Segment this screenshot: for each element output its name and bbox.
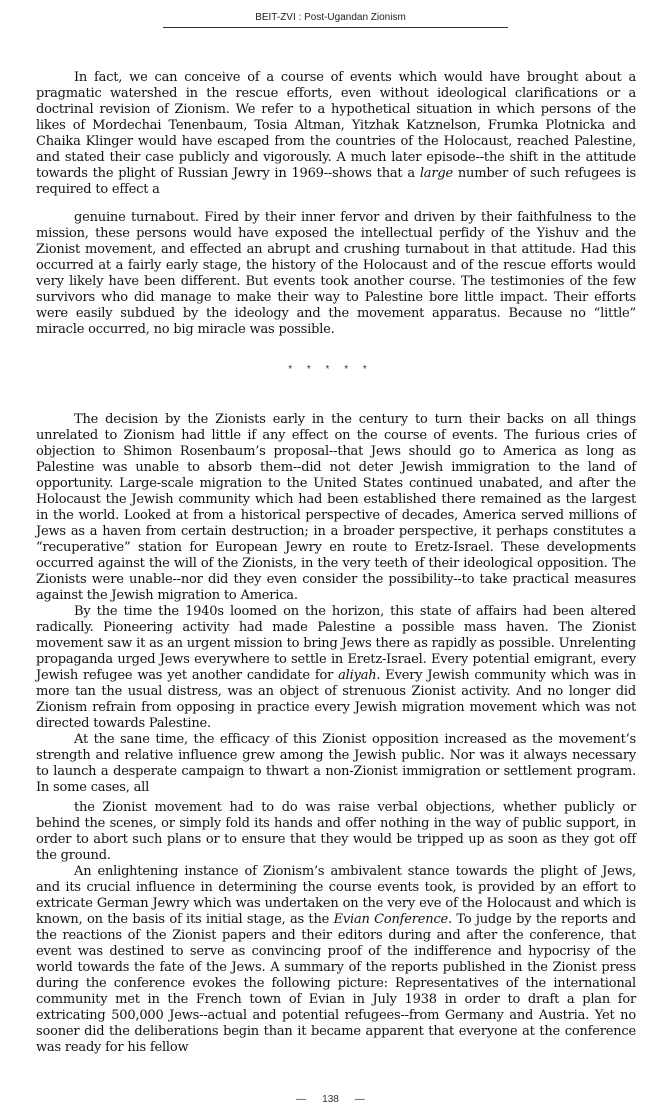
paragraph	[36, 70, 636, 198]
text-block-3	[36, 412, 636, 796]
text-block-1	[36, 70, 636, 198]
header-rule	[163, 27, 508, 28]
section-break: * * * * *	[288, 364, 373, 375]
text-run: . Every Jewish community which was in more tan the usual distress, was an object of strenuous Zionist activity. And no longer did Zionism refrain from opposing in practice every Jewish migration movement which was not directed towards Palestine.	[36, 668, 636, 731]
emphasis: aliyah	[338, 668, 377, 683]
paragraph: genuine turnabout. Fired by their inner fervor and driven by their faithfulness to the mission, these persons would have exposed the intellectual perfidy of the Yishuv and the Zionist movement, and effected an abrupt and crushing turnabout in that attitude. Had this occurred at a fairly early stage, the history of the Holocaust and of the rescue efforts would very likely have been different. But events took another course. The testimonies of the few survivors who did manage to make their way to Palestine bore little impact. Their efforts were easily subdued by the ideology and the movement apparatus. Because no “little” miracle occurred, no big miracle was possible.	[36, 210, 636, 337]
paragraph: The decision by the Zionists early in the century to turn their backs on all things unrelated to Zionism had little if any effect on the course of events. The furious cries of objection to Shimon Rosenbaum’s proposal--that Jews should go to America as long as Palestine was unable to absorb them--did not deter Jewish immigration to the land of opportunity. Large-scale migration to the United States continued unabated, and after the Holocaust the Jewish community which had been established there remained as the largest in the world. Looked at from a historical perspective of decades, America served millions of Jews as a haven from certain destruction; in a broader perspective, it perhaps constitutes a “recuperative” station for European Jewry en route to Eretz-Israel. These developments occurred against the will of the Zionists, in the very teeth of their ideological opposition. The Zionists were unable--nor did they even consider the possibility--to take practical measures against the Jewish migration to America.	[36, 412, 636, 603]
footer-dash-right: —	[354, 1094, 365, 1105]
text-block-4	[36, 800, 636, 1056]
text-run: An enlightening instance of Zionism’s ambivalent stance towards the plight of Jews, and its crucial influence in determining the course events took, is provided by an effort to extricate German Jewry which was undertaken on the very eve of the Holocaust and which is known, on the basis of its initial stage, as the	[36, 864, 636, 927]
page-number: 138	[322, 1094, 339, 1105]
text-run: By the time the 1940s loomed on the horizon, this state of affairs had been altered radically. Pioneering activity had made Palestine a possible mass haven. The Zionist movement saw it as an urgent mission to bring Jews there as rapidly as possible. Unrelenting propaganda urged Jews everywhere to settle in Eretz-Israel. Every potential emigrant, every Jewish refugee was yet another candidate for	[36, 604, 636, 683]
page-footer	[0, 1094, 661, 1105]
text-run: . To judge by the reports and the reactions of the Zionist papers and their editors during and after the conference, that event was destined to serve as convincing proof of the indifference and hypocrisy of the world towards the fate of the Jews. A summary of the reports published in the Zionist press during the conference evokes the following picture: Representatives of the international community met in the French town of Evian in July 1938 in order to draft a plan for extricating 500,000 Jews--actual and potential refugees--from Germany and Austria. Yet no sooner did the deliberations begin than it became apparent that everyone at the conference was ready for his fellow	[36, 912, 637, 1055]
paragraph: the Zionist movement had to do was raise verbal objections, whether publicly or behind the scenes, or simply fold its hands and offer nothing in the way of public support, in order to abort such plans or to ensure that they would be tripped up as soon as they got off the ground.	[36, 800, 636, 863]
running-header: BEIT-ZVI : Post-Ugandan Zionism	[255, 12, 406, 23]
emphasis: large	[419, 166, 453, 181]
paragraph	[36, 604, 636, 732]
paragraph	[36, 864, 636, 1056]
footer-dash-left: —	[296, 1094, 307, 1105]
text-run: In fact, we can conceive of a course of events which would have brought about a pragmatic watershed in the rescue efforts, even without ideological clarifications or a doctrinal revision of Zionism. We refer to a hypothetical situation in which persons of the likes of Mordechai Tenenbaum, Tosia Altman, Yitzhak Katznelson, Frumka Plotnicka and Chaika Klinger would have escaped from the countries of the Holocaust, reached Palestine, and stated their case publicly and vigorously. A much later episode--the shift in the attitude towards the plight of Russian Jewry in 1969--shows that a	[36, 70, 636, 181]
text-block-2	[36, 210, 636, 338]
text-run: number of such refugees is required to effect a	[36, 166, 637, 197]
emphasis: Evian Conference	[333, 912, 449, 927]
paragraph: At the sane time, the efficacy of this Zionist opposition increased as the movement’s strength and relative influence grew among the Jewish public. Nor was it always necessary to launch a desperate campaign to thwart a non-Zionist immigration or settlement program. In some cases, all	[36, 732, 636, 795]
